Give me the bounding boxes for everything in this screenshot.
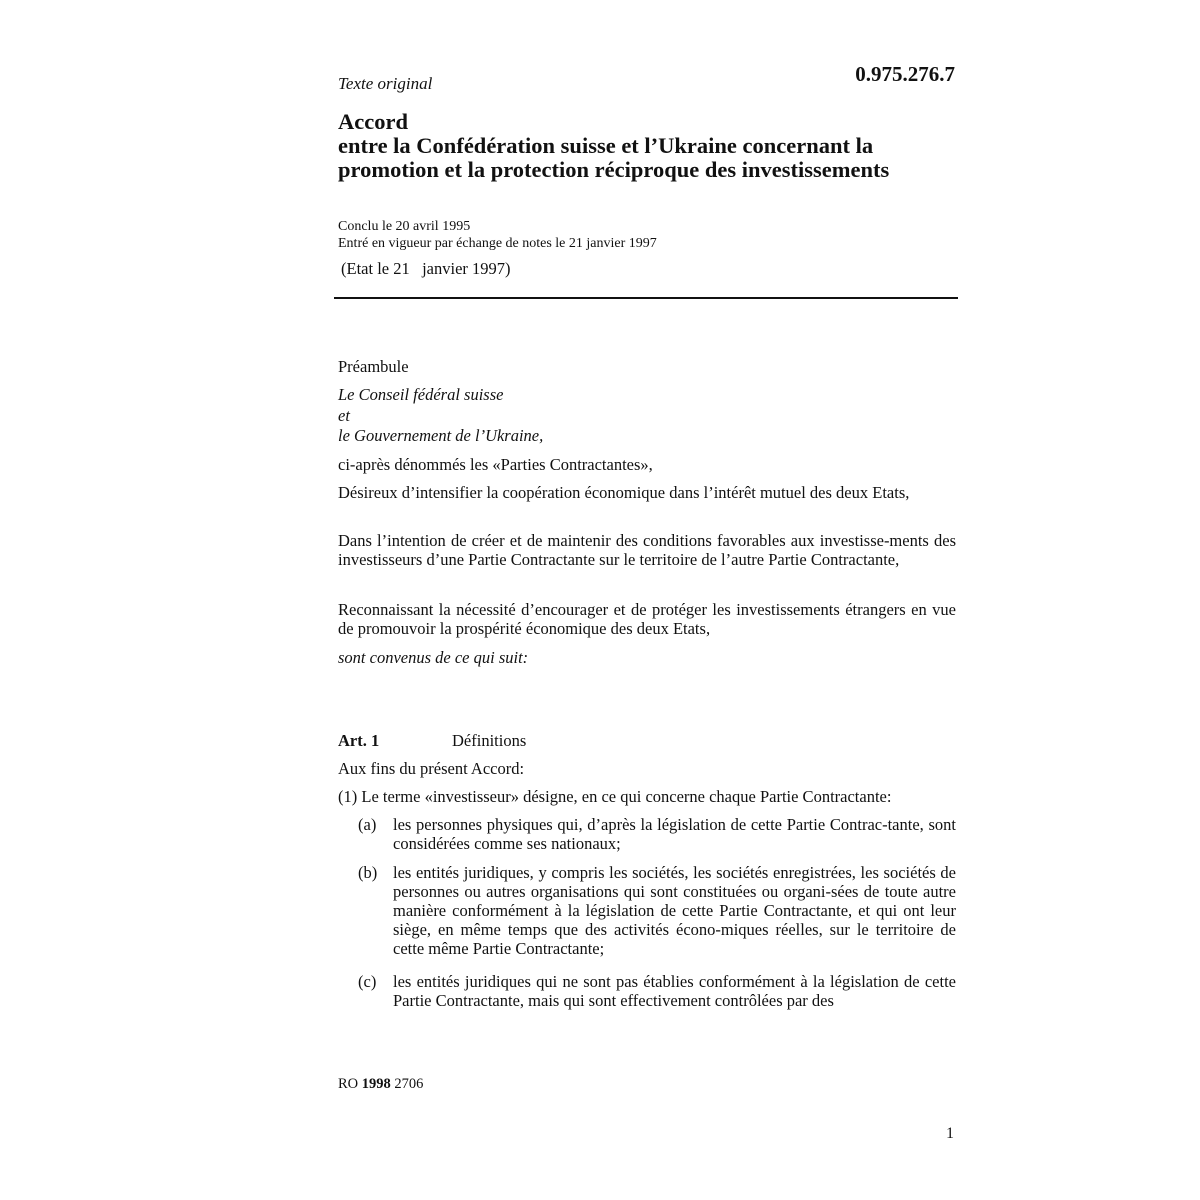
article-clause: (1) Le terme «investisseur» désigne, en ce qui concerne chaque Partie Contractante:	[338, 787, 892, 806]
list-item-text: les entités juridiques qui ne sont pas établies conformément à la législation de cette Partie Contractante, mais qui sont effectivement contrôlées par des	[393, 972, 956, 1010]
ro-year: 1998	[361, 1076, 391, 1092]
preamble-closing: sont convenus de ce qui suit:	[338, 648, 529, 667]
document-title	[338, 110, 978, 182]
header-divider	[334, 297, 958, 299]
header-label: Texte original	[338, 74, 433, 93]
state-date: (Etat le 21 janvier 1997)	[341, 259, 511, 278]
party-conjunction: et	[338, 406, 350, 425]
preamble-paragraph: Dans l’intention de créer et de maintenir des conditions favorables aux investisse-ments des investisseurs d’une Partie Contractante sur le territoire de l’autre Partie Contractante,	[338, 531, 956, 569]
list-item-label: (a)	[358, 815, 377, 834]
list-item-label: (c)	[358, 972, 377, 991]
title-line: Accord	[338, 109, 408, 134]
preamble-paragraph: Reconnaissant la nécessité d’encourager et de protéger les investissements étrangers en vue de promouvoir la prospérité économique des deux Etats,	[338, 600, 956, 638]
list-item-text: les personnes physiques qui, d’après la législation de cette Partie Contrac-tante, sont considérées comme ses nationaux;	[393, 815, 956, 853]
article-number: Art. 1	[338, 731, 380, 750]
list-item-label: (b)	[358, 863, 378, 882]
preamble-heading: Préambule	[338, 357, 409, 376]
official-compilation-reference	[338, 1076, 423, 1093]
sr-number: 0.975.276.7	[855, 62, 955, 86]
party-ukraine: le Gouvernement de l’Ukraine,	[338, 426, 544, 445]
entry-into-force: Entré en vigueur par échange de notes le 21 janvier 1997	[338, 236, 657, 251]
ro-page: 2706	[394, 1076, 424, 1092]
article-title: Définitions	[452, 731, 527, 750]
preamble-paragraph: Désireux d’intensifier la coopération économique dans l’intérêt mutuel des deux Etats,	[338, 483, 910, 502]
title-line: promotion et la protection réciproque des investissements	[338, 157, 890, 182]
concluded-date: Conclu le 20 avril 1995	[338, 219, 471, 234]
page-number: 1	[946, 1125, 954, 1142]
article-intro: Aux fins du présent Accord:	[338, 759, 525, 778]
party-swiss: Le Conseil fédéral suisse	[338, 385, 504, 404]
preamble-paragraph: ci-après dénommés les «Parties Contractantes»,	[338, 455, 653, 474]
ro-prefix: RO	[338, 1076, 359, 1092]
list-item-text: les entités juridiques, y compris les sociétés, les sociétés enregistrées, les sociétés de personnes ou autres organisations qui sont constituées ou organi-sées de toute autre manière conformément à la législation de cette Partie Contractante, et qui ont leur siège, en même temps que des activités écono-miques réelles, sur le territoire de cette même Partie Contractante;	[393, 863, 956, 958]
title-line: entre la Confédération suisse et l’Ukraine concernant la	[338, 133, 874, 158]
